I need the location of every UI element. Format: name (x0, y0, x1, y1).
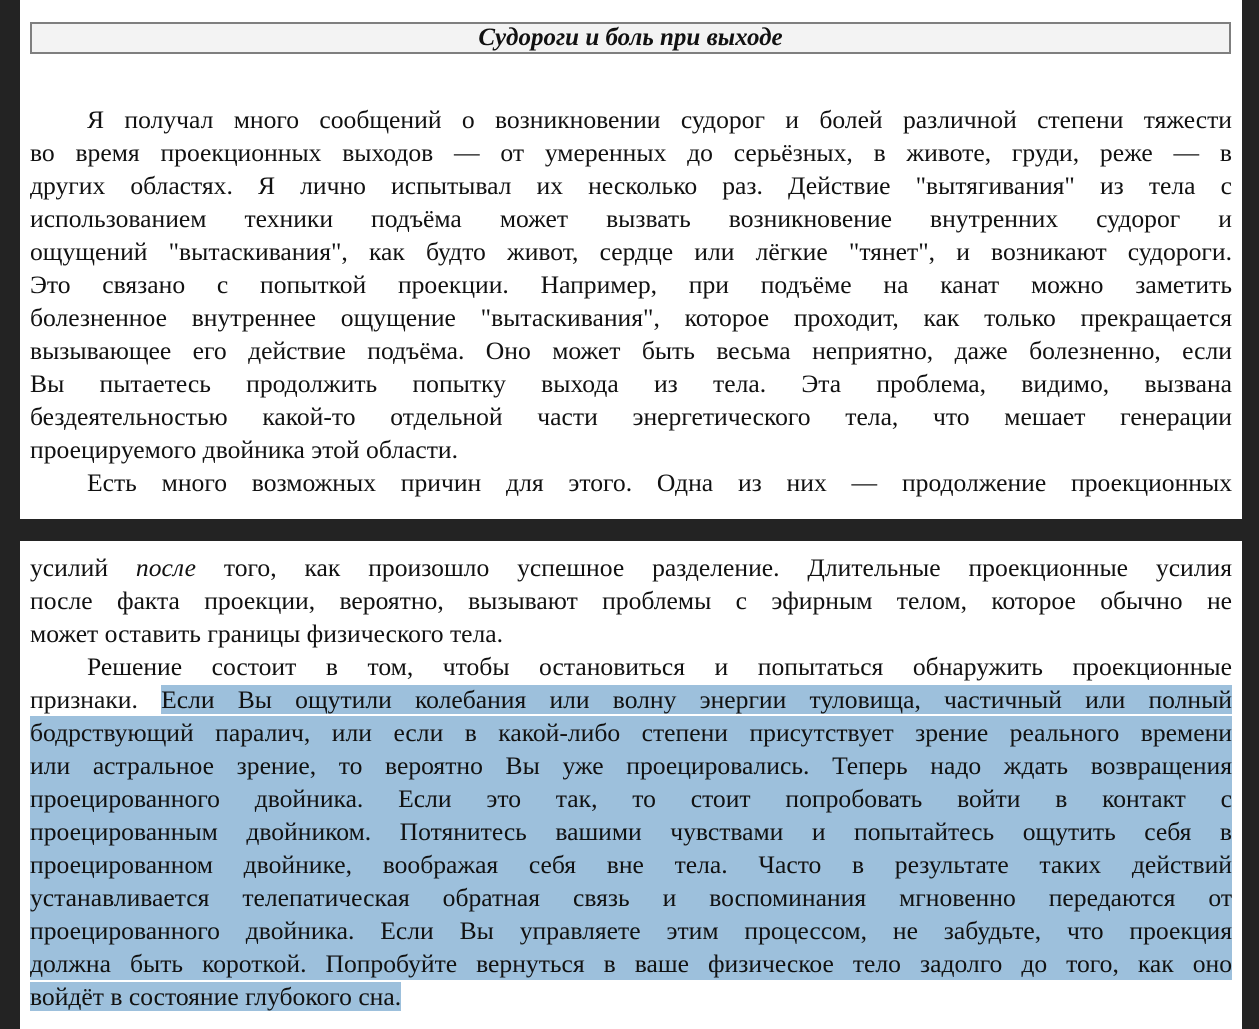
selected-text-line[interactable] (30, 947, 1232, 980)
selected-text: войдёт в состояние глубокого сна. (30, 982, 402, 1011)
italic-text: после (135, 553, 197, 582)
text-line[interactable] (30, 551, 1232, 584)
text-line[interactable] (30, 301, 1232, 334)
selected-text-line[interactable] (30, 881, 1232, 914)
text-segment: устанавливается телепатическая обратная связь и воспоминания мгновенно передаются от (30, 883, 1232, 912)
text-line[interactable] (30, 650, 1232, 683)
text-line[interactable] (30, 400, 1232, 433)
text-segment: вызывающее его действие подъёма. Оно может быть весьма неприятно, даже болезненно, если (30, 336, 1232, 365)
text-line[interactable] (30, 136, 1232, 169)
text-segment: во время проекционных выходов — от умеренных до серьёзных, в животе, груди, реже — в (30, 138, 1232, 167)
text-line[interactable] (30, 202, 1232, 235)
text-segment: усилий (30, 553, 136, 582)
page-2-text[interactable] (30, 551, 1232, 1013)
text-segment: Решение состоит в том, чтобы остановиться и попытаться обнаружить проекционные (87, 652, 1232, 681)
text-line[interactable] (30, 235, 1232, 268)
selected-text: Если Вы ощутили колебания или волну энергии туловища, частичный или полный (161, 685, 1232, 714)
text-segment: или астральное зрение, то вероятно Вы уже проецировались. Теперь надо ждать возвращения (30, 751, 1232, 780)
text-segment: признаки. (30, 685, 162, 714)
text-segment: Есть много возможных причин для этого. Одна из них — продолжение проекционных (87, 468, 1232, 497)
text-segment: Это связано с попыткой проекции. Например, при подъёме на канат можно заметить (30, 270, 1232, 299)
text-segment: Я получал много сообщений о возникновении судорог и болей различной степени тяжести (87, 105, 1232, 134)
text-segment: проецированном двойнике, воображая себя вне тела. Часто в результате таких действий (30, 850, 1232, 879)
text-segment: бодрствующий паралич, или если в какой-либо степени присутствует зрение реального времени (30, 718, 1232, 747)
text-segment: после факта проекции, вероятно, вызывают проблемы с эфирным телом, которое обычно не (30, 586, 1232, 615)
selected-text-line[interactable] (30, 749, 1232, 782)
text-segment: проецированным двойником. Потянитесь вашими чувствами и попытайтесь ощутить себя в (30, 817, 1232, 846)
text-line[interactable] (30, 334, 1232, 367)
document-page-1 (20, 0, 1242, 519)
text-segment: ощущений "вытаскивания", как будто живот, сердце или лёгкие "тянет", и возникают судороги. (30, 237, 1232, 266)
selected-text-line[interactable] (30, 716, 1232, 749)
selected-text-line[interactable] (30, 782, 1232, 815)
text-line[interactable] (30, 169, 1232, 202)
text-line[interactable] (30, 433, 1232, 466)
text-segment: того, как произошло успешное разделение. Длительные проекционные усилия (196, 553, 1232, 582)
text-line[interactable] (30, 584, 1232, 617)
text-segment: проецируемого двойника этой области. (30, 435, 458, 464)
section-title: Судороги и боль при выходе (30, 22, 1231, 54)
text-segment: проецированного двойника. Если это так, то стоит попробовать войти в контакт с (30, 784, 1232, 813)
text-segment: других областях. Я лично испытывал их несколько раз. Действие "вытягивания" из тела с (30, 171, 1232, 200)
text-line[interactable] (30, 617, 1232, 650)
text-line[interactable] (30, 367, 1232, 400)
selected-text-line[interactable] (30, 815, 1232, 848)
text-segment: бездеятельностью какой-то отдельной части энергетического тела, что мешает генерации (30, 402, 1232, 431)
text-segment: проецированного двойника. Если Вы управляете этим процессом, не забудьте, что проекция (30, 916, 1232, 945)
page-1-text[interactable] (30, 103, 1232, 499)
text-segment: может оставить границы физического тела. (30, 619, 504, 648)
text-segment: должна быть короткой. Попробуйте вернуться в ваше физическое тело задолго до того, как оно (30, 949, 1232, 978)
text-line[interactable] (30, 268, 1232, 301)
text-line[interactable] (30, 103, 1232, 136)
document-page-2 (20, 541, 1242, 1029)
text-segment: Вы пытаетесь продолжить попытку выхода из тела. Эта проблема, видимо, вызвана (30, 369, 1232, 398)
selected-text-line[interactable] (30, 914, 1232, 947)
text-segment: болезненное внутреннее ощущение "вытаскивания", которое проходит, как только прекращается (30, 303, 1232, 332)
text-line[interactable] (30, 683, 1232, 716)
selected-text-line[interactable] (30, 848, 1232, 881)
text-line[interactable] (30, 980, 1232, 1013)
text-line[interactable] (30, 466, 1232, 499)
text-segment: использованием техники подъёма может вызвать возникновение внутренних судорог и (30, 204, 1232, 233)
